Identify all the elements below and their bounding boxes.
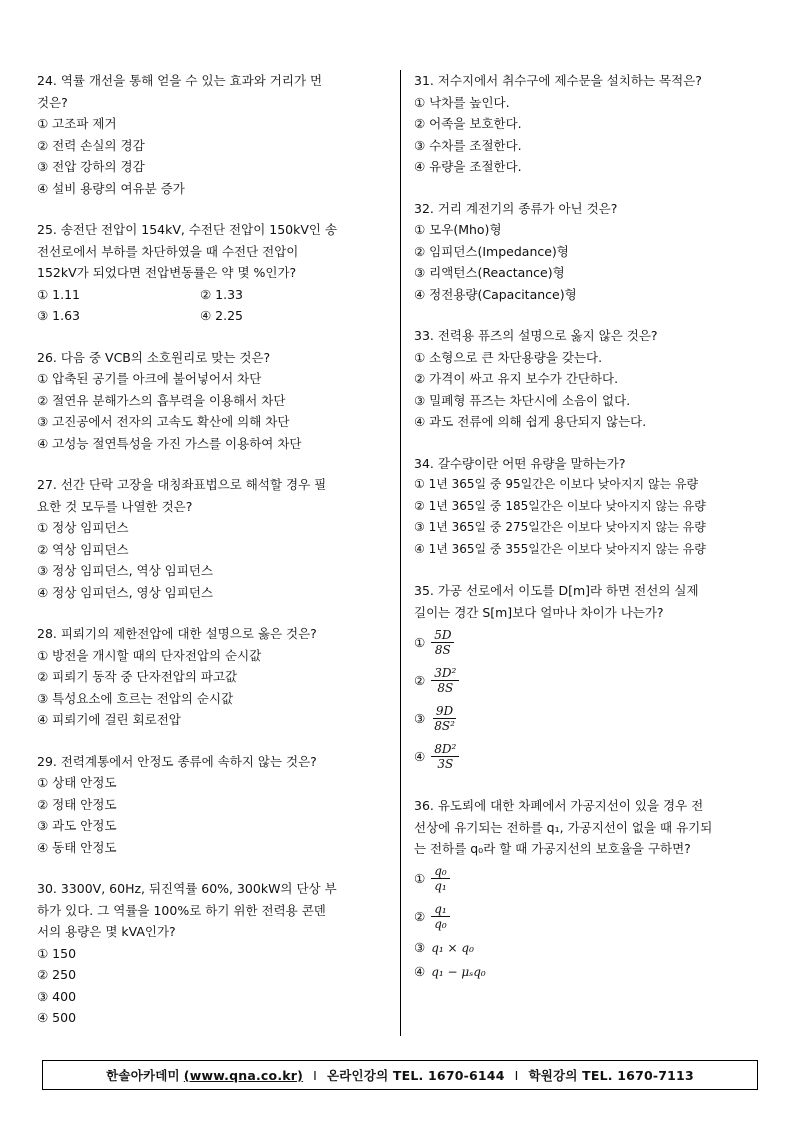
question-34 [414,453,762,561]
option: ② 1.33 [200,286,244,302]
option-mark: ② [414,672,426,688]
option: ① 모우(Mho)형 [414,222,502,237]
fraction: $\frac{\text{q₀}}{\text{q₁}}$ [431,864,450,893]
option [414,623,762,661]
option: ④ 500 [37,1010,77,1025]
question-26 [37,347,385,455]
option: ③ 리액턴스(Reactance)형 [414,265,565,280]
question-stem: 34. 갈수량이란 어떤 유량을 말하는가? [414,455,626,471]
option: ① 1년 365일 중 95일간은 이보다 낮아지지 않는 유량 [414,477,699,491]
offline-phone: 학원강의 TEL. 1670-7113 [528,1068,694,1083]
option: ③ 전압 강하의 경감 [37,159,145,174]
option [414,936,762,960]
option: ② 임피던스(Impedance)형 [414,243,569,259]
option-mark: ④ [414,748,426,764]
option: ② 역상 임피던스 [37,541,129,557]
option: ④ 유량을 조절한다. [414,159,522,174]
option-mark: ④ [414,963,426,979]
option: ③ 1년 365일 중 275일간은 이보다 낮아지지 않는 유량 [414,520,706,534]
option: ② 가격이 싸고 유지 보수가 간단하다. [414,371,619,386]
option: ③ 과도 안정도 [37,818,117,833]
option: ① 150 [37,945,77,961]
option: ④ 동태 안정도 [37,839,117,855]
question-33 [414,325,762,433]
option: ③ 고진공에서 전자의 고속도 확산에 의해 차단 [37,414,290,429]
question-27 [37,474,385,603]
question-29 [37,751,385,859]
option-mark: ① [414,634,426,650]
option: ④ 고성능 절연특성을 가진 가스를 이용하여 차단 [37,435,302,451]
option: ④ 설비 용량의 여유분 증가 [37,180,185,196]
option: ④ 피뢰기에 걸린 회로전압 [37,712,181,727]
option-row [37,305,385,327]
fraction: $\frac{\text{q₁}}{\text{q₀}}$ [431,902,450,931]
option: ④ 정전용량(Capacitance)형 [414,286,577,302]
option: ① 방전을 개시할 때의 단자전압의 순시값 [37,647,262,663]
option: ③ 수차를 조절한다. [414,137,522,153]
option-mark: ② [414,909,426,924]
fraction: $\frac{5D}{8S}$ [431,628,454,657]
question-stem: 33. 전력용 퓨즈의 설명으로 옳지 않은 것은? [414,328,658,343]
academy-name: 한솔아카데미 [106,1068,180,1083]
question-stem: 28. 피뢰기의 제한전압에 대한 설명으로 옳은 것은? [37,626,317,641]
option: ② 전력 손실의 경감 [37,137,145,153]
question-stem: 30. 3300V, 60Hz, 뒤진역률 60%, 300kW의 단상 부 하가 있다. 그 역률을 100%로 하기 위한 전력용 콘덴 서의 용량은 몇 kVA인가? [37,881,337,939]
option: ③ 400 [37,988,77,1004]
left-column [37,70,385,1049]
option: ④ 1년 365일 중 355일간은 이보다 낮아지지 않는 유량 [414,541,706,556]
question-stem: 26. 다음 중 VCB의 소호원리로 맞는 것은? [37,349,271,365]
option: ② 어족을 보호한다. [414,116,522,131]
option: ④ 정상 임피던스, 영상 임피던스 [37,584,213,600]
fraction: $\frac{\text{3D²}}{8S}$ [431,666,459,695]
footer-banner [42,1060,758,1090]
option: ① 정상 임피던스 [37,520,129,535]
option: ① 고조파 제거 [37,116,117,131]
question-35 [414,580,762,775]
option: ② 250 [37,967,77,982]
option: ③ 밀폐형 퓨즈는 차단시에 소음이 없다. [414,392,631,408]
option-mark: ① [414,871,426,886]
option [414,737,762,775]
website-link[interactable]: (www.qna.co.kr) [183,1067,304,1083]
question-36 [414,795,762,984]
option: ③ 특성요소에 흐르는 전압의 순시값 [37,690,234,706]
column-divider [400,70,401,1036]
question-31 [414,70,762,178]
option: ③ 1.63 [37,308,81,323]
question-stem: 24. 역률 개선을 통해 얻을 수 있는 효과와 거리가 먼 것은? [37,73,323,110]
option: ④ 2.25 [200,308,244,323]
option: ① 낙차를 높인다. [414,94,510,110]
fraction: $\frac{9D}{\text{8S²}}$ [434,703,455,733]
option: ③ 정상 임피던스, 역상 임피던스 [37,563,213,578]
online-phone: 온라인강의 TEL. 1670-6144 [326,1068,505,1083]
option-row [37,284,385,306]
option: ① 소형으로 큰 차단용량을 갖는다. [414,349,603,365]
option [414,699,762,737]
option [414,860,762,898]
expression: q₁ − μₛq₀ [431,964,486,979]
separator: I [514,1067,519,1083]
separator: I [313,1067,317,1083]
question-stem: 36. 유도뢰에 대한 차폐에서 가공지선이 있을 경우 전 선상에 유기되는 전하를 q₁, 가공지선이 없을 때 유기되 는 전하를 q₀라 할 때 가공지선의 보호율을 구하면? [414,798,713,856]
option: ① 1.11 [37,286,81,302]
right-column [414,70,762,1004]
option [414,960,762,984]
question-25 [37,219,385,327]
expression: q₁ × q₀ [431,940,474,955]
option: ② 정태 안정도 [37,796,117,812]
question-stem: 35. 가공 선로에서 이도를 D[m]라 하면 전선의 실제 길이는 경간 S[m]보다 얼마나 차이가 나는가? [414,583,699,620]
question-32 [414,198,762,306]
option: ① 상태 안정도 [37,775,117,790]
question-24 [37,70,385,199]
question-stem: 25. 송전단 전압이 154kV, 수전단 전압이 150kV인 송 전선로에서 부하를 차단하였을 때 수전단 전압이 152kV가 되었다면 전압변동률은 약 몇 %인가? [37,222,338,280]
option-mark: ③ [414,939,426,955]
question-stem: 32. 거리 계전기의 종류가 아닌 것은? [414,200,618,216]
question-stem: 31. 저수지에서 취수구에 제수문을 설치하는 목적은? [414,73,702,88]
question-stem: 27. 선간 단락 고장을 대칭좌표법으로 해석할 경우 필 요한 것 모두를 나열한 것은? [37,477,327,514]
option: ① 압축된 공기를 아크에 불어넣어서 차단 [37,371,262,386]
option [414,661,762,699]
fraction: $\frac{\text{8D²}}{3S}$ [431,742,459,771]
option-mark: ③ [414,710,426,726]
option: ② 1년 365일 중 185일간은 이보다 낮아지지 않는 유량 [414,498,706,513]
option: ④ 과도 전류에 의해 쉽게 용단되지 않는다. [414,414,647,429]
question-stem: 29. 전력계통에서 안정도 종류에 속하지 않는 것은? [37,753,317,769]
question-28 [37,623,385,731]
option [414,898,762,936]
option: ② 피뢰기 동작 중 단자전압의 파고값 [37,669,238,684]
option: ② 절연유 분해가스의 흡부력을 이용해서 차단 [37,392,286,408]
question-30 [37,878,385,1029]
